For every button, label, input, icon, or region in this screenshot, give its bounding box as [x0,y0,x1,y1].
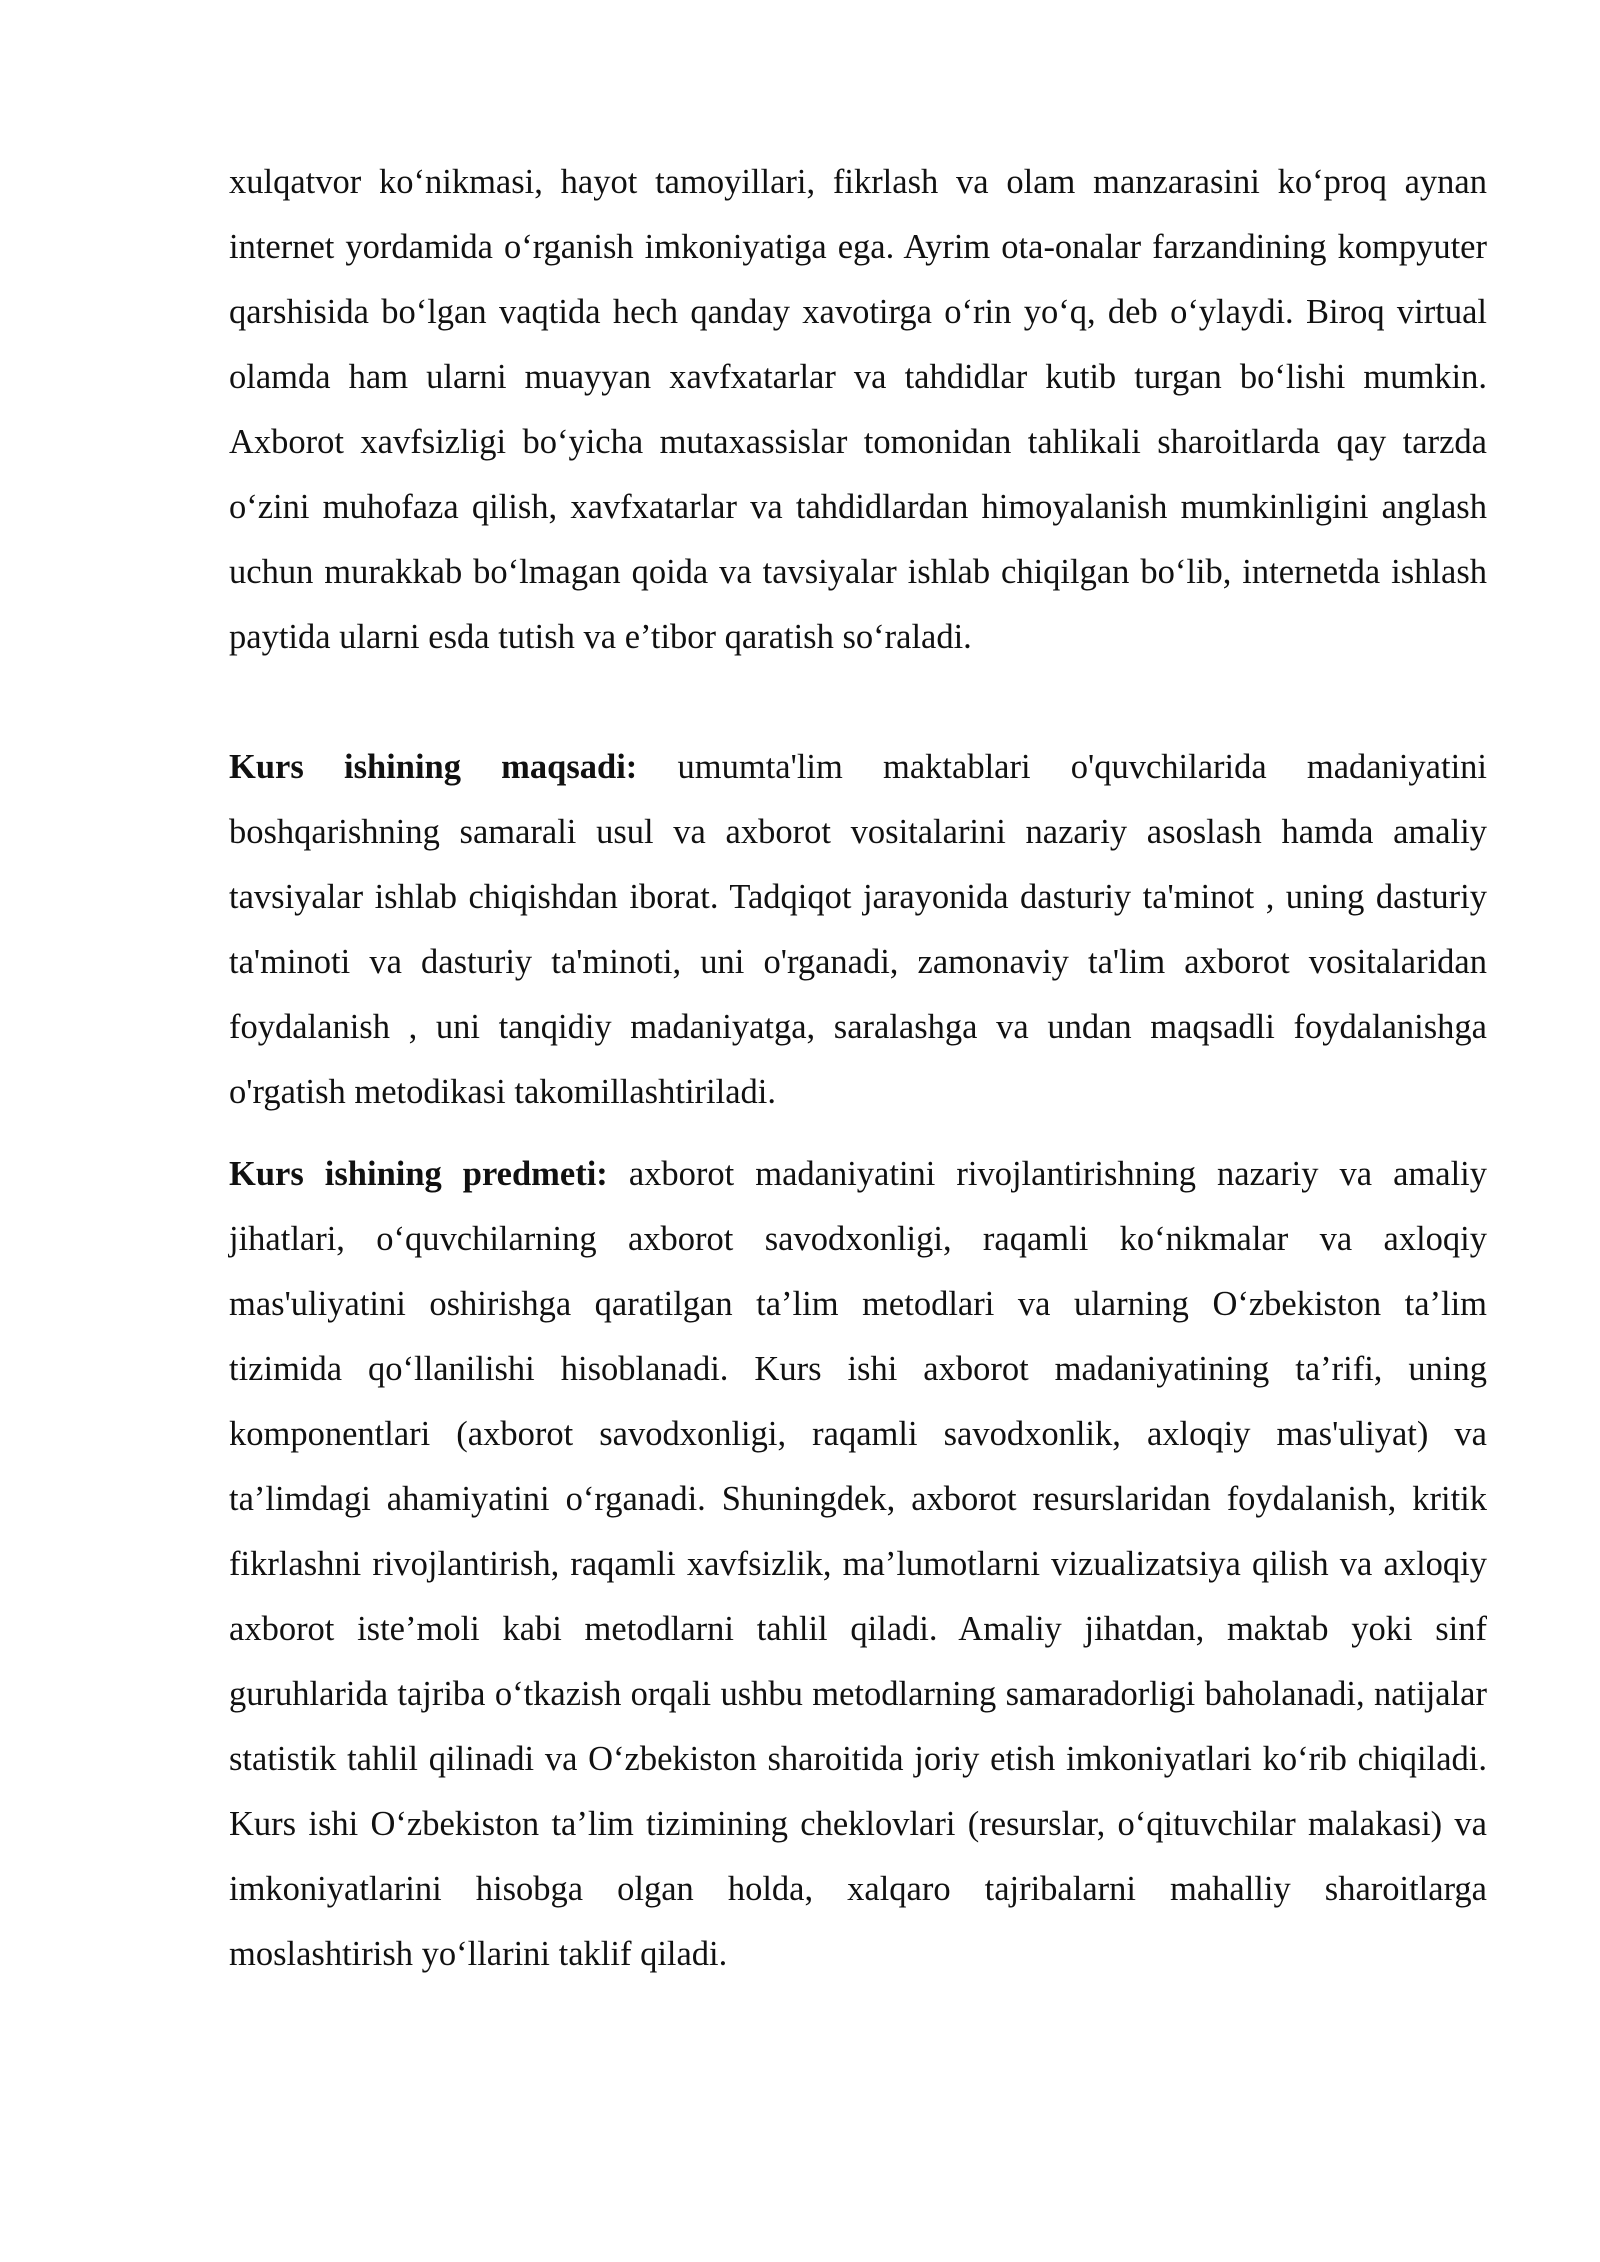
paragraph-intro-text: xulqatvor ko‘nikmasi, hayot tamoyillari, fikrlash va olam manzarasini ko‘proq aynan internet yordamida o‘rganish imkoniyatiga ega. Ayrim ota-onalar farzandining kompyuter qarshisida bo‘lgan vaqtida hech qanday xavotirga o‘rin yo‘q, deb o‘ylaydi. Biroq virtual olamda ham ularni muayyan xavfxatarlar va tahdidlar kutib turgan bo‘lishi mumkin. Axborot xavfsizligi bo‘yicha mutaxassislar tomonidan tahlikali sharoitlarda qay tarzda o‘zini muhofaza qilish, xavfxatarlar va tahdidlardan himoyalanish mumkinligini anglash uchun murakkab bo‘lmagan qoida va tavsiyalar ishlab chiqilgan bo‘lib, internetda ishlash paytida ularni esda tutish va e’tibor qaratish so‘raladi. [229,163,1487,656]
goal-heading: Kurs ishining maqsadi: [229,748,638,786]
goal-text: umumta'lim maktablari o'quvchilarida madaniyatini boshqarishning samarali usul va axborot vositalarini nazariy asoslash hamda amaliy tavsiyalar ishlab chiqishdan iborat. Tadqiqot jarayonida dasturiy ta'minot , uning dasturiy ta'minoti va dasturiy ta'minoti, uni o'rganadi, zamonaviy ta'lim axborot vositalaridan foydalanish , uni tanqidiy madaniyatga, saralashga va undan maqsadli foydalanishga o'rgatish metodikasi takomillashtiriladi. [229,748,1487,1111]
paragraph-goal [229,735,1487,1125]
document-body [229,150,1487,1987]
paragraph-subject [229,1142,1487,1987]
subject-heading: Kurs ishining predmeti: [229,1155,608,1193]
paragraph-intro [229,150,1487,670]
subject-text: axborot madaniyatini rivojlantirishning nazariy va amaliy jihatlari, o‘quvchilarning axborot savodxonligi, raqamli ko‘nikmalar va axloqiy mas'uliyatini oshirishga qaratilgan ta’lim metodlari va ularning O‘zbekiston ta’lim tizimida qo‘llanilishi hisoblanadi. Kurs ishi axborot madaniyatining ta’rifi, uning komponentlari (axborot savodxonligi, raqamli savodxonlik, axloqiy mas'uliyat) va ta’limdagi ahamiyatini o‘rganadi. Shuningdek, axborot resurslaridan foydalanish, kritik fikrlashni rivojlantirish, raqamli xavfsizlik, ma’lumotlarni vizualizatsiya qilish va axloqiy axborot iste’moli kabi metodlarni tahlil qiladi. Amaliy jihatdan, maktab yoki sinf guruhlarida tajriba o‘tkazish orqali ushbu metodlarning samaradorligi baholanadi, natijalar statistik tahlil qilinadi va O‘zbekiston sharoitida joriy etish imkoniyatlari ko‘rib chiqiladi. Kurs ishi O‘zbekiston ta’lim tizimining cheklovlari (resurslar, o‘qituvchilar malakasi) va imkoniyatlarini hisobga olgan holda, xalqaro tajribalarni mahalliy sharoitlarga moslashtirish yo‘llarini taklif qiladi. [229,1155,1487,1973]
